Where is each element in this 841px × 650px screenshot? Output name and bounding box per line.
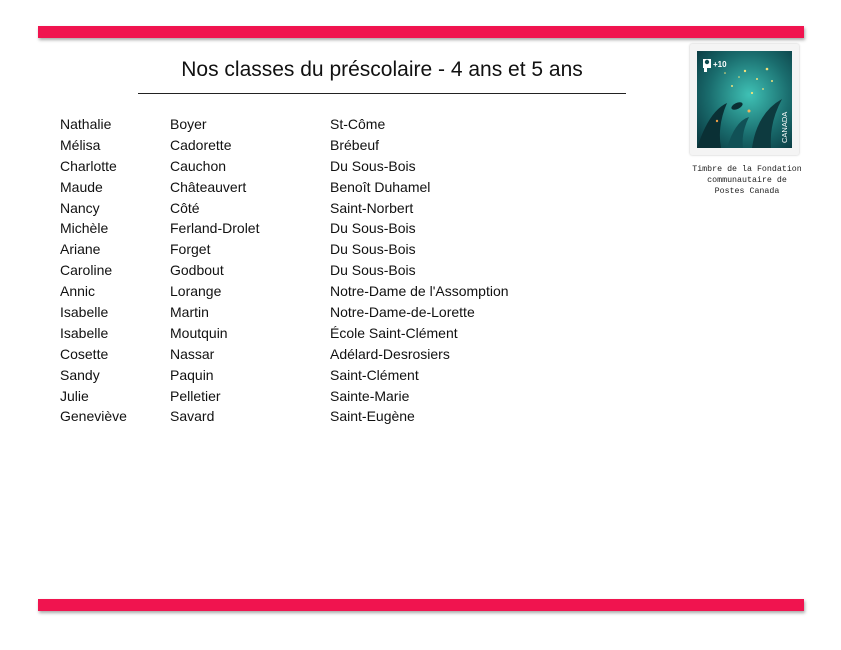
teacher-first-name: Isabelle — [60, 304, 109, 321]
teacher-last-name: Martin — [170, 304, 209, 321]
teacher-row — [60, 302, 580, 323]
top-accent-bar — [38, 26, 804, 38]
title-underline — [138, 93, 626, 94]
bottom-accent-bar — [38, 599, 804, 611]
teacher-school: Notre-Dame-de-Lorette — [330, 304, 475, 321]
stamp-caption-line: Postes Canada — [714, 187, 780, 196]
teacher-row — [60, 323, 580, 344]
teacher-first-name: Cosette — [60, 345, 109, 362]
teacher-last-name: Paquin — [170, 366, 214, 383]
teacher-last-name: Châteauvert — [170, 178, 247, 195]
teacher-list — [60, 114, 580, 427]
teacher-row — [60, 198, 580, 219]
teacher-first-name: Geneviève — [60, 408, 127, 425]
teacher-last-name: Savard — [170, 408, 215, 425]
teacher-first-name: Ariane — [60, 241, 101, 258]
teacher-last-name: Godbout — [170, 262, 224, 279]
teacher-last-name: Pelletier — [170, 387, 221, 404]
stamp-country: CANADA — [780, 111, 789, 143]
teacher-first-name: Sandy — [60, 366, 100, 383]
teacher-school: École Saint-Clément — [330, 324, 458, 341]
teacher-last-name: Moutquin — [170, 324, 228, 341]
teacher-school: Du Sous-Bois — [330, 157, 416, 174]
teacher-row — [60, 344, 580, 365]
teacher-school: Du Sous-Bois — [330, 241, 416, 258]
teacher-row — [60, 177, 580, 198]
stamp-caption-line: communautaire de — [707, 176, 787, 185]
teacher-school: Saint-Clément — [330, 366, 419, 383]
teacher-first-name: Mélisa — [60, 136, 101, 153]
teacher-last-name: Forget — [170, 241, 211, 258]
stamp-image — [690, 44, 799, 155]
teacher-last-name: Cauchon — [170, 157, 227, 174]
teacher-row — [60, 239, 580, 260]
teacher-row — [60, 406, 580, 427]
teacher-row — [60, 386, 580, 407]
teacher-school: Benoît Duhamel — [330, 178, 431, 195]
teacher-school: Notre-Dame de l'Assomption — [330, 283, 509, 300]
teacher-first-name: Caroline — [60, 262, 113, 279]
stamp-caption — [682, 164, 812, 197]
teacher-last-name: Lorange — [170, 283, 222, 300]
teacher-first-name: Julie — [60, 387, 89, 404]
teacher-last-name: Boyer — [170, 116, 207, 132]
teacher-first-name: Maude — [60, 178, 103, 195]
teacher-row — [60, 218, 580, 239]
teacher-school: St-Côme — [330, 116, 386, 132]
teacher-school: Brébeuf — [330, 136, 380, 153]
stamp-value: +10 — [713, 60, 727, 69]
teacher-school: Saint-Norbert — [330, 199, 414, 216]
stamp-artwork — [697, 51, 792, 148]
teacher-school: Adélard-Desrosiers — [330, 345, 450, 362]
teacher-first-name: Michèle — [60, 220, 109, 237]
teacher-row — [60, 281, 580, 302]
page-title: Nos classes du préscolaire - 4 ans et 5 ans — [181, 58, 583, 81]
teacher-first-name: Nathalie — [60, 116, 112, 132]
teacher-school: Du Sous-Bois — [330, 220, 416, 237]
teacher-first-name: Charlotte — [60, 157, 117, 174]
teacher-last-name: Nassar — [170, 345, 215, 362]
teacher-row — [60, 135, 580, 156]
teacher-first-name: Nancy — [60, 199, 100, 216]
teacher-row — [60, 260, 580, 281]
teacher-last-name: Côté — [170, 199, 200, 216]
teacher-school: Saint-Eugène — [330, 408, 415, 425]
stamp-caption-line: Timbre de la Fondation — [692, 165, 802, 174]
teacher-row — [60, 365, 580, 386]
teacher-first-name: Isabelle — [60, 324, 109, 341]
teacher-last-name: Ferland-Drolet — [170, 220, 260, 237]
teacher-first-name: Annic — [60, 283, 96, 300]
teacher-last-name: Cadorette — [170, 136, 232, 153]
teacher-row — [60, 156, 580, 177]
teacher-row — [60, 114, 580, 135]
teacher-school: Du Sous-Bois — [330, 262, 416, 279]
teacher-school: Sainte-Marie — [330, 387, 410, 404]
